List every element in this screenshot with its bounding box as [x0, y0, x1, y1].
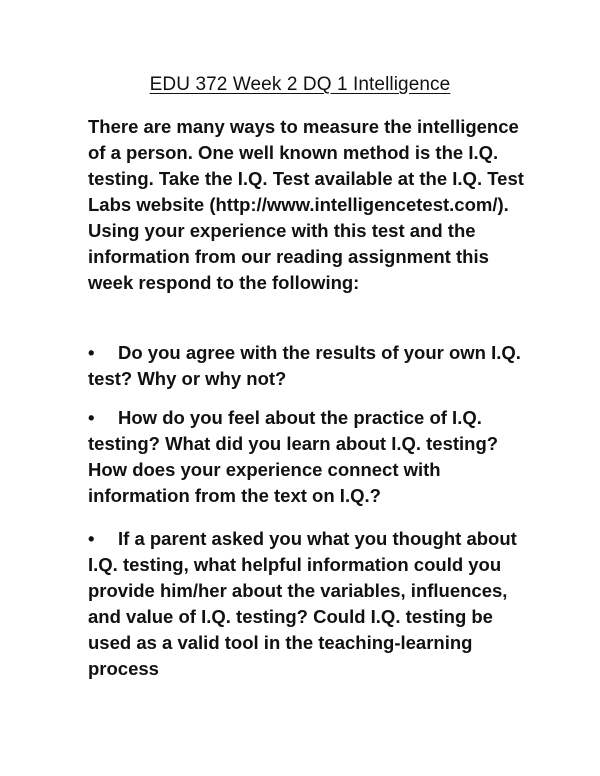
document-title: EDU 372 Week 2 DQ 1 Intelligence [149, 74, 451, 95]
bullet-marker: • [88, 342, 95, 363]
bullet-item-3 [88, 526, 528, 682]
bullet-item-2 [88, 405, 528, 509]
intro-paragraph: There are many ways to measure the intelligence of a person. One well known method is the I.Q. testing. Take the I.Q. Test available at the I.Q. Test Labs website (http://www.intelligencetest.com/). Using your experience with this test and the information from our reading assignment this week respond to the following: [88, 116, 524, 293]
bullet-item-1 [88, 340, 528, 392]
bullet-marker: • [88, 528, 95, 549]
bullet-text: How do you feel about the practice of I.Q. testing? What did you learn about I.Q. testing? How does your experience connect with information from the text on I.Q.? [88, 407, 499, 506]
bullet-marker: • [88, 407, 95, 428]
bullet-text: If a parent asked you what you thought about I.Q. testing, what helpful information could you provide him/her about the variables, influences, and value of I.Q. testing? Could I.Q. testing be used as a valid tool in the teaching-learning process [88, 528, 517, 679]
bullet-text: Do you agree with the results of your own I.Q. test? Why or why not? [88, 342, 521, 389]
